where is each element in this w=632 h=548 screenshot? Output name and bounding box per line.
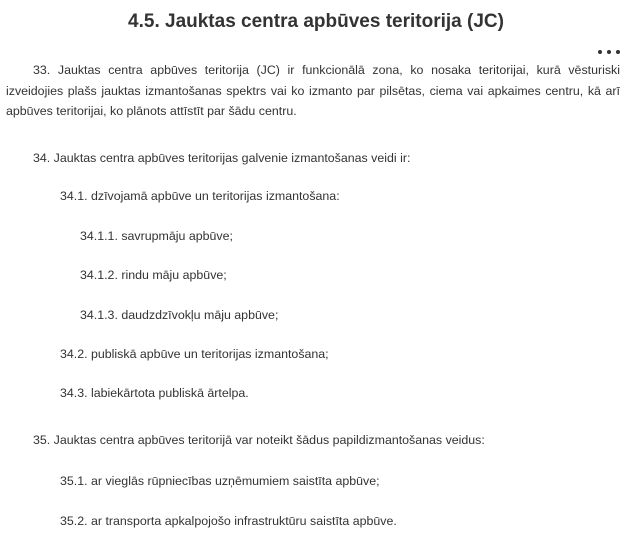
paragraph-34-3: 34.3. labiekārtota publiskā ārtelpa. — [60, 386, 249, 400]
paragraph-33: 33. Jauktas centra apbūves teritorija (JC) ir funkcionālā zona, ko nosaka teritorijai, kurā vēsturiski izveidojies plašs jauktas izmantošanas spektrs vai ko izmanto par pilsētas, ciema vai apkaimes centru, kā arī apbūves teritorijai, ko plānots attīstīt par šādu centru. — [6, 63, 620, 118]
paragraph-34-1-1: 34.1.1. savrupmāju apbūve; — [80, 229, 233, 243]
paragraph-34-1: 34.1. dzīvojamā apbūve un teritorijas izmantošana: — [60, 189, 340, 203]
more-horizontal-icon — [616, 50, 620, 54]
paragraph-35-1: 35.1. ar vieglās rūpniecības uzņēmumiem saistīta apbūve; — [60, 474, 380, 488]
paragraph-34-1-2: 34.1.2. rindu māju apbūve; — [80, 268, 227, 282]
more-horizontal-icon — [598, 50, 602, 54]
paragraph-34: 34. Jauktas centra apbūves teritorijas galvenie izmantošanas veidi ir: — [33, 151, 411, 165]
more-options-button[interactable] — [598, 46, 620, 58]
paragraph-34-1-3: 34.1.3. daudzdzīvokļu māju apbūve; — [80, 308, 279, 322]
paragraph-34-2: 34.2. publiskā apbūve un teritorijas izmantošana; — [60, 347, 329, 361]
paragraph-35-2: 35.2. ar transporta apkalpojošo infrastruktūru saistīta apbūve. — [60, 514, 397, 528]
paragraph-35: 35. Jauktas centra apbūves teritorijā var noteikt šādus papildizmantošanas veidus: — [33, 433, 485, 447]
section-title: 4.5. Jauktas centra apbūves teritorija (JC) — [128, 11, 504, 32]
more-horizontal-icon — [607, 50, 611, 54]
